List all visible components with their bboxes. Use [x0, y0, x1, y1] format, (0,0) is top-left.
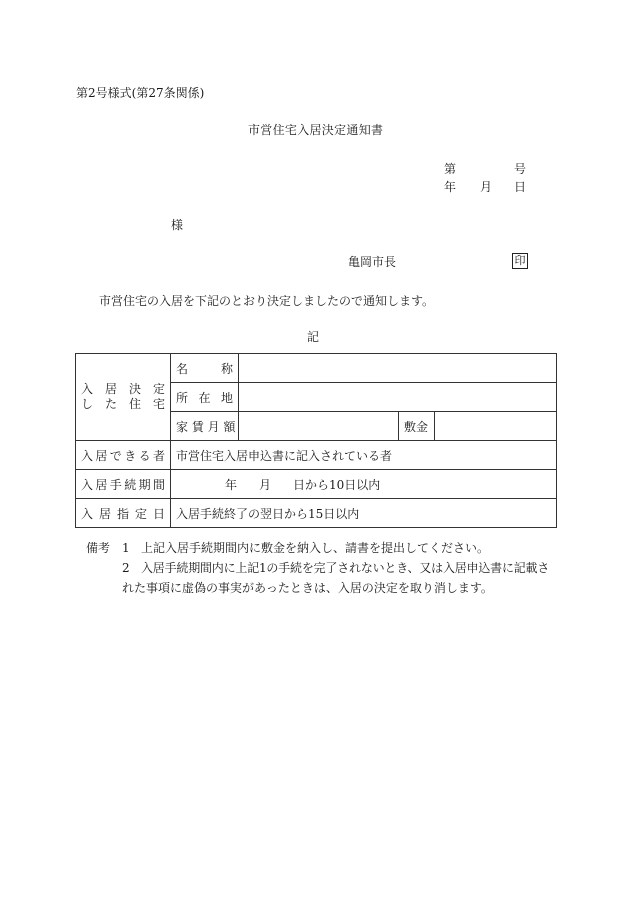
form-number: 第2号様式(第27条関係) [76, 86, 205, 100]
table-row [76, 470, 557, 499]
deposit-label: 敷金 [399, 412, 435, 441]
move-in-date-label: 入 居 指 定 日 [76, 499, 171, 528]
procedure-period-label: 入居手続期間 [76, 470, 171, 499]
move-in-date-value: 入居手続終了の翌日から15日以内 [171, 499, 557, 528]
remark-2-number: 2 [122, 561, 130, 575]
decided-housing-line2: し た 住 宅 [81, 397, 165, 411]
procedure-year: 年 [225, 477, 238, 492]
procedure-period-value [171, 470, 557, 499]
remark-2-text-line2: れた事項に虚偽の事実があったときは、入居の決定を取り消します。 [122, 581, 493, 595]
intro-text: 市営住宅の入居を下記のとおり決定しましたので通知します。 [99, 294, 435, 308]
procedure-rest: 日から10日以内 [293, 477, 381, 492]
table-row [76, 354, 557, 383]
location-label: 所 在 地 [171, 383, 239, 412]
table-row [76, 441, 557, 470]
table-row [76, 499, 557, 528]
rent-value [239, 412, 399, 441]
ki-heading: 記 [307, 330, 320, 344]
remark-1-number: 1 [122, 541, 130, 555]
remark-2-text-line1: 入居手続期間内に上記1の手続を完了されないとき、又は入居申込書に記載さ [141, 561, 550, 575]
date-year: 年 [444, 180, 457, 194]
date-month: 月 [480, 180, 493, 194]
location-value [239, 383, 557, 412]
decided-housing-line1: 入 居 決 定 [81, 382, 165, 396]
rent-label: 家 賃 月 額 [171, 412, 239, 441]
addressee-suffix: 様 [171, 218, 184, 232]
eligible-label: 入居できる者 [76, 441, 171, 470]
name-value [239, 354, 557, 383]
deposit-value [435, 412, 557, 441]
remarks-label: 備考 [86, 541, 111, 555]
document-title: 市営住宅入居決定通知書 [248, 123, 384, 137]
issuer-name: 亀岡市長 [348, 255, 397, 269]
seal-mark: 印 [512, 253, 528, 269]
doc-number-suffix: 号 [514, 162, 527, 176]
doc-number-prefix: 第 [444, 162, 457, 176]
date-day: 日 [514, 180, 527, 194]
eligible-value: 市営住宅入居申込書に記入されている者 [171, 441, 557, 470]
name-label: 名 称 [171, 354, 239, 383]
decision-table [75, 353, 557, 528]
decided-housing-label [76, 354, 171, 441]
procedure-month: 月 [259, 477, 272, 492]
remark-1-text: 上記入居手続期間内に敷金を納入し、請書を提出してください。 [141, 541, 490, 555]
